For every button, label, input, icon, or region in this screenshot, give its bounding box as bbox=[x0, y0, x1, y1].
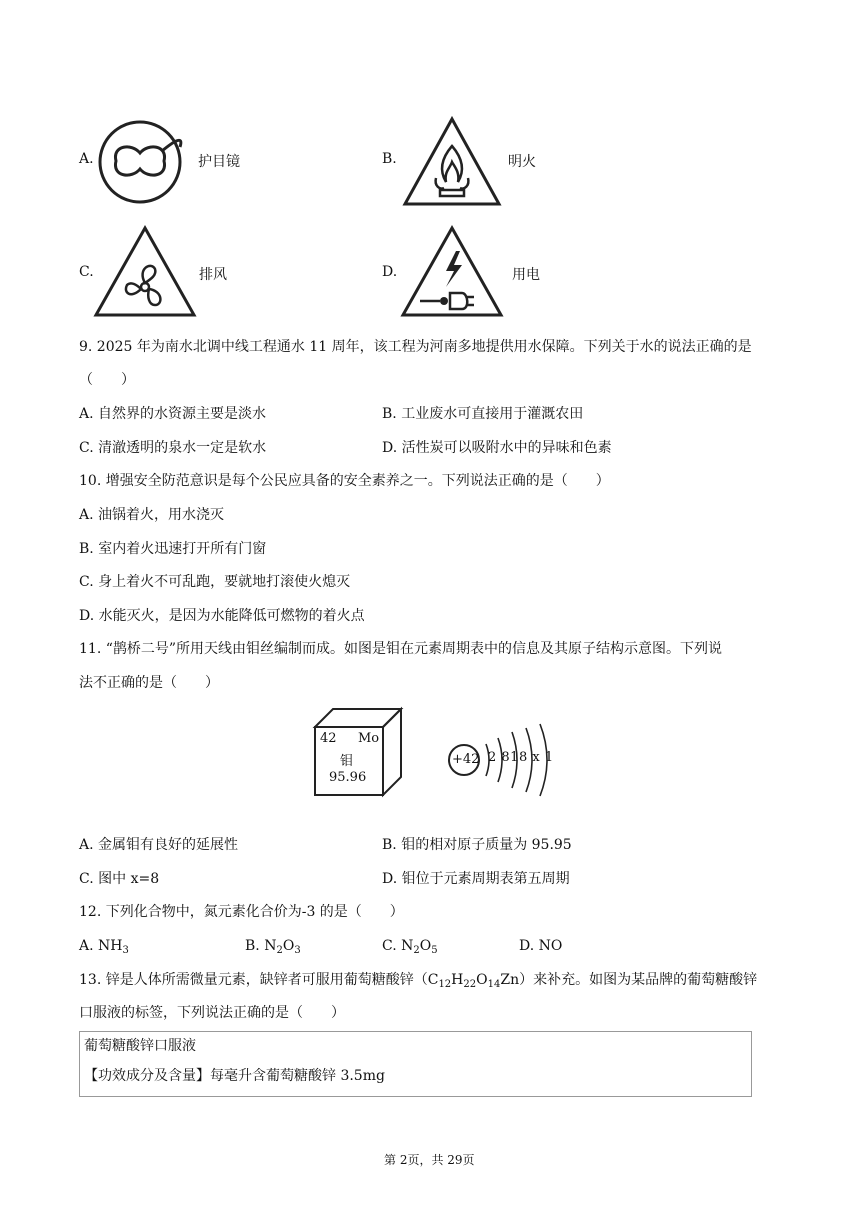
q10-option-d: D. 水能灭火，是因为水能降低可燃物的着火点 bbox=[79, 608, 365, 624]
q11-stem-line2: 法不正确的是（ ） bbox=[79, 675, 219, 691]
q12-option-a: A. $NH_3$ bbox=[79, 938, 129, 956]
q9-option-a: A. 自然界的水资源主要是淡水 bbox=[79, 406, 267, 422]
q9-option-c: C. 清澈透明的泉水一定是软水 bbox=[79, 440, 267, 456]
q9-stem-line1: 9. 2025 年为南水北调中线工程通水 11 周年，该工程为河南多地提供用水保障。下列关于水的说法正确的是 bbox=[79, 339, 752, 355]
q11-option-d: D. 钼位于元素周期表第五周期 bbox=[382, 871, 570, 887]
q9-option-d: D. 活性炭可以吸附水中的异味和色素 bbox=[382, 440, 612, 456]
q9-option-b: B. 工业废水可直接用于灌溉农田 bbox=[382, 406, 584, 422]
q13-stem-line2: 口服液的标签，下列说法正确的是（ ） bbox=[79, 1005, 345, 1021]
q11-option-a: A. 金属钼有良好的延展性 bbox=[79, 837, 239, 853]
atom-shell-electrons: 2 818 x 1 bbox=[488, 750, 554, 765]
option-a-letter: A. bbox=[79, 151, 94, 167]
q10-option-c: C. 身上着火不可乱跑，要就地打滚使火熄灭 bbox=[79, 574, 351, 590]
q11-option-c: C. 图中 x=8 bbox=[79, 871, 160, 887]
option-b-letter: B. bbox=[382, 151, 397, 167]
atom-nucleus-charge: +42 bbox=[452, 752, 480, 767]
element-mass: 95.96 bbox=[329, 770, 367, 785]
product-label-content: 【功效成分及含量】每毫升含葡萄糖酸锌 3.5mg bbox=[84, 1068, 385, 1084]
q12-option-c: C. $N_2O_5$ bbox=[382, 938, 438, 956]
option-c-label: 排风 bbox=[199, 267, 227, 283]
element-atomic-number: 42 bbox=[320, 731, 337, 746]
option-b-label: 明火 bbox=[508, 154, 536, 170]
element-symbol: Mo bbox=[358, 731, 380, 746]
electric-warning-icon bbox=[400, 225, 504, 319]
fan-warning-icon bbox=[93, 225, 197, 319]
q12-option-d: D. NO bbox=[519, 938, 563, 954]
q13-stem-line1: 13. 锌是人体所需微量元素，缺锌者可服用葡萄糖酸锌$(C_{12}H_{22}O_{14}Zn)$来补充。如图为某品牌的葡萄糖酸锌 bbox=[79, 972, 758, 990]
q10-option-b: B. 室内着火迅速打开所有门窗 bbox=[79, 541, 267, 557]
option-d-letter: D. bbox=[382, 264, 398, 280]
q10-option-a: A. 油锅着火，用水浇灭 bbox=[79, 507, 225, 523]
goggles-icon bbox=[98, 117, 188, 207]
q12-option-b: B. $N_2O_3$ bbox=[245, 938, 301, 956]
product-label-title: 葡萄糖酸锌口服液 bbox=[84, 1038, 196, 1054]
element-name: 钼 bbox=[340, 754, 354, 769]
option-c-letter: C. bbox=[79, 264, 94, 280]
q9-stem-line2: （ ） bbox=[79, 372, 135, 388]
q12-stem: 12. 下列化合物中，氮元素化合价为-3 的是（ ） bbox=[79, 904, 404, 920]
q11-stem-line1: 11. “鹊桥二号”所用天线由钼丝编制而成。如图是钼在元素周期表中的信息及其原子结构示意图。下列说 bbox=[79, 641, 723, 657]
q10-stem: 10. 增强安全防范意识是每个公民应具备的安全素养之一。下列说法正确的是（ ） bbox=[79, 473, 610, 489]
option-a-label: 护目镜 bbox=[198, 154, 240, 170]
page-footer: 第 2页，共 29页 bbox=[384, 1153, 475, 1167]
flame-warning-icon bbox=[402, 116, 502, 208]
q11-option-b: B. 钼的相对原子质量为 95.95 bbox=[382, 837, 572, 853]
option-d-label: 用电 bbox=[512, 267, 540, 283]
